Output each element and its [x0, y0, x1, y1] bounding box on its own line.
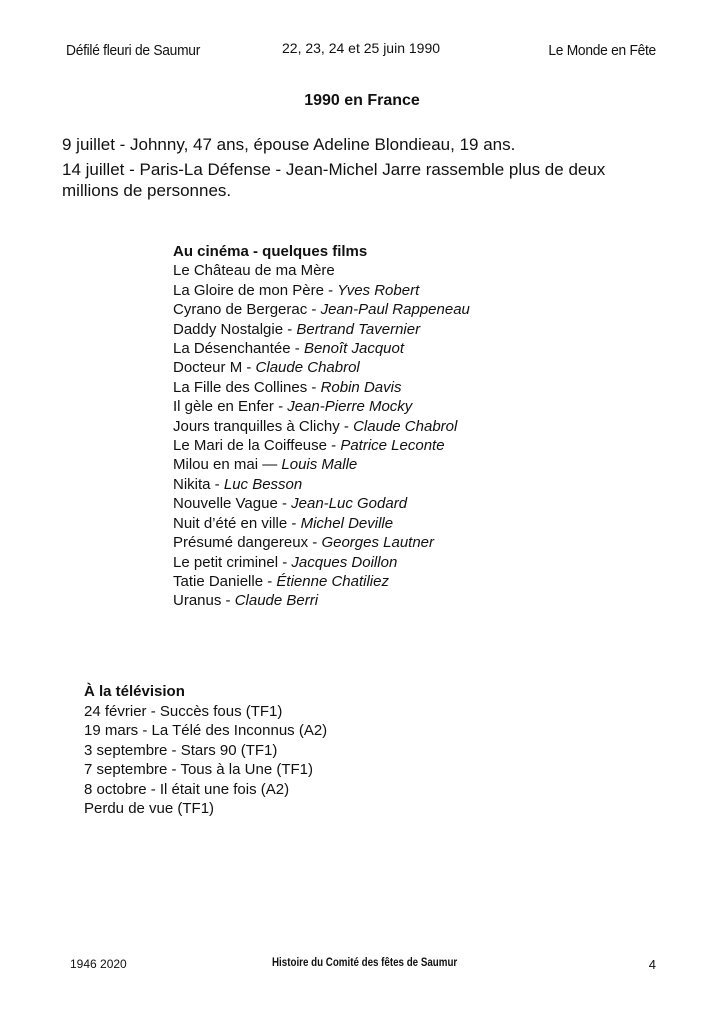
page-number: 4	[648, 957, 656, 972]
film-director: Étienne Chatiliez	[276, 572, 389, 590]
film-title: Le Mari de la Coiffeuse	[173, 437, 327, 455]
film-list-item	[173, 533, 470, 552]
tv-list-item: Perdu de vue (TF1)	[84, 800, 215, 817]
film-separator: -	[307, 301, 321, 319]
film-list-item	[173, 553, 470, 572]
cinema-heading: Au cinéma - quelques films	[173, 243, 368, 260]
film-list	[173, 261, 470, 610]
film-list-item	[173, 281, 470, 300]
film-list-item	[173, 339, 470, 358]
film-separator: -	[278, 553, 292, 571]
film-separator: -	[339, 417, 354, 435]
footer-title: Histoire du Comité des fêtes de Saumur	[272, 957, 458, 969]
header-left: Défilé fleuri de Saumur	[66, 42, 201, 59]
film-director: Michel Deville	[300, 514, 394, 532]
film-director: Bertrand Tavernier	[296, 320, 421, 338]
film-separator: -	[277, 495, 292, 513]
film-separator: -	[242, 359, 256, 377]
film-separator: -	[210, 475, 224, 493]
tv-list-item: 3 septembre - Stars 90 (TF1)	[84, 741, 278, 759]
tv-list-item: 8 octobre - Il était une fois (A2)	[84, 780, 290, 798]
film-separator: -	[263, 572, 277, 590]
television-section	[84, 682, 327, 819]
film-director: Robin Davis	[320, 378, 402, 396]
film-list-item	[173, 261, 470, 280]
film-list-item	[173, 514, 470, 533]
film-title: La Gloire de mon Père	[173, 281, 324, 299]
film-title: Le Château de ma Mère	[173, 262, 335, 280]
film-list-item	[173, 378, 470, 397]
film-title: Il gèle en Enfer	[173, 398, 274, 416]
header-dates: 22, 23, 24 et 25 juin 1990	[282, 40, 441, 56]
film-title: La Désenchantée	[173, 340, 291, 358]
film-director: Patrice Leconte	[340, 437, 445, 455]
film-list-item	[173, 397, 470, 416]
film-list-item	[173, 300, 470, 319]
cinema-section	[173, 242, 470, 611]
film-director: Louis Malle	[281, 456, 358, 474]
film-title: Jours tranquilles à Clichy	[173, 417, 340, 435]
film-list-item	[173, 358, 470, 377]
film-director: Jean-Paul Rappeneau	[320, 301, 470, 319]
film-separator: -	[326, 437, 341, 455]
film-title: Uranus	[173, 592, 222, 610]
event-item: 14 juillet - Paris-La Défense - Jean-Michel Jarre rassemble plus de deux millions de personnes.	[62, 160, 606, 200]
tv-list-item: 19 mars - La Télé des Inconnus (A2)	[84, 722, 328, 739]
film-list-item	[173, 320, 470, 339]
film-list-item	[173, 417, 470, 436]
film-director: Jacques Doillon	[291, 553, 398, 571]
television-heading: À la télévision	[84, 683, 185, 700]
film-separator: -	[323, 281, 338, 299]
film-separator: -	[308, 534, 322, 552]
film-separator: —	[258, 456, 282, 474]
footer-years: 1946 2020	[70, 957, 127, 971]
film-director: Benoît Jacquot	[303, 340, 405, 358]
film-list-item	[173, 591, 470, 610]
event-item: 9 juillet - Johnny, 47 ans, épouse Adeline Blondieau, 19 ans.	[62, 135, 516, 154]
page-title: 1990 en France	[304, 92, 420, 109]
film-list-item	[173, 494, 470, 513]
film-title: Daddy Nostalgie	[173, 320, 284, 338]
film-title: La Fille des Collines	[173, 378, 308, 396]
film-separator: -	[290, 340, 304, 358]
film-director: Luc Besson	[223, 475, 303, 493]
film-title: Présumé dangereux	[173, 534, 309, 552]
film-title: Tatie Danielle	[173, 572, 264, 590]
header-right: Le Monde en Fête	[548, 42, 656, 59]
tv-list-item: 24 février - Succès fous (TF1)	[84, 702, 283, 720]
film-title: Nouvelle Vague	[173, 495, 278, 513]
film-separator: -	[273, 398, 288, 416]
film-list-item	[173, 455, 470, 474]
film-director: Georges Lautner	[321, 534, 435, 552]
film-title: Le petit criminel	[173, 553, 279, 571]
film-separator: -	[307, 378, 321, 396]
film-director: Claude Berri	[234, 592, 319, 610]
film-title: Nikita	[173, 475, 211, 493]
film-separator: -	[283, 320, 297, 338]
film-separator: -	[221, 592, 235, 610]
film-list-item	[173, 436, 470, 455]
film-title: Docteur M	[173, 359, 243, 377]
film-separator: -	[287, 514, 301, 532]
film-director: Jean-Pierre Mocky	[287, 398, 413, 416]
tv-list-item: 7 septembre - Tous à la Une (TF1)	[84, 761, 313, 778]
film-title: Milou en mai	[173, 456, 259, 474]
film-director: Claude Chabrol	[353, 417, 458, 435]
film-list-item	[173, 572, 470, 591]
film-director: Jean-Luc Godard	[291, 495, 408, 513]
film-list-item	[173, 475, 470, 494]
film-director: Claude Chabrol	[255, 359, 360, 377]
film-title: Nuit d’été en ville	[173, 514, 288, 532]
film-title: Cyrano de Bergerac	[173, 301, 308, 319]
film-director: Yves Robert	[337, 281, 420, 299]
